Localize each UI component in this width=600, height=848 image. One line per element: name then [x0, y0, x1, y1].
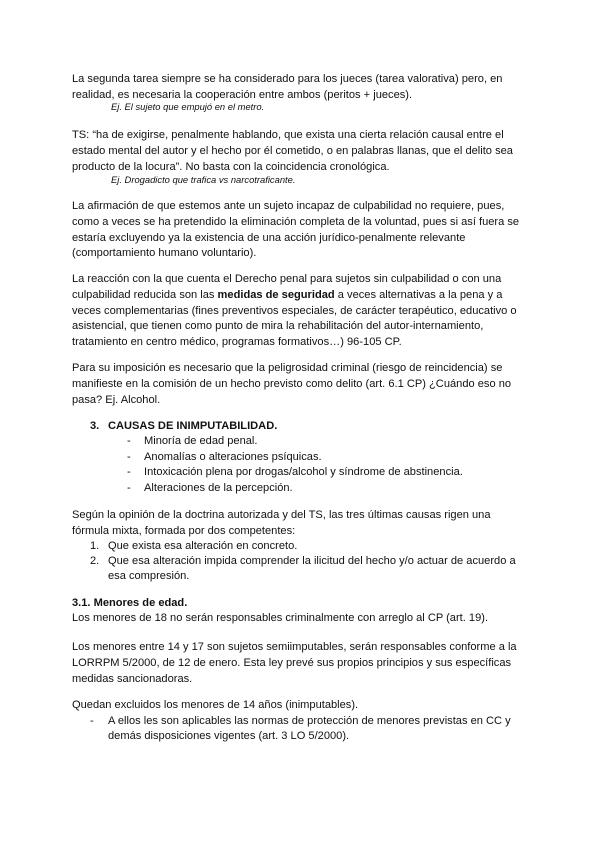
numbered-item: 2. Que esa alteración impida comprender la ilicitud del hecho y/o actuar de acuerdo a	[90, 554, 516, 570]
text-line: (comportamiento humano voluntario).	[72, 247, 257, 260]
bold-term: medidas de seguridad	[217, 288, 335, 301]
paragraph-minors-under-14	[72, 698, 532, 714]
item-number: 2.	[90, 555, 100, 567]
paragraph-imposition	[72, 361, 532, 408]
list-item: - Anomalías o alteraciones psíquicas.	[127, 450, 322, 466]
paragraph-second-task	[72, 72, 532, 104]
text-line: Los menores entre 14 y 17 son sujetos semiimputables, serán responsables conforme a la	[72, 641, 517, 653]
text-line: producto de la locura”. No basta con la coincidencia cronológica.	[72, 160, 390, 173]
paragraph-security-measures	[72, 272, 532, 351]
text-line: LORRPM 5/2000, de 12 de enero. Esta ley prevé sus propios principios y sus específicas	[72, 656, 512, 669]
section-title: CAUSAS DE INIMPUTABILIDAD.	[108, 420, 278, 432]
text-line: como a veces se ha pretendido la eliminación completa de la voluntad, pues si así fuera se	[72, 215, 520, 228]
text-line: veces complementarias (fines preventivos especiales, de carácter terapéutico, educativo o	[72, 304, 517, 317]
list-item: - Intoxicación plena por drogas/alcohol y síndrome de abstinencia.	[127, 465, 463, 481]
paragraph-ts-quote	[72, 128, 532, 175]
text-line: Quedan excluidos los menores de 14 años (inimputables).	[72, 699, 359, 711]
text-line: La reacción con la que cuenta el Derecho penal para sujetos sin culpabilidad o con una	[72, 273, 502, 285]
text-line: Para su imposición es necesario que la peligrosidad criminal (riesgo de reincidencia) se	[72, 362, 503, 374]
text-line: TS: “ha de exigirse, penalmente hablando, que exista una cierta relación causal entre el	[72, 129, 504, 141]
text-line: Los menores de 18 no serán responsables criminalmente con arreglo al CP (art. 19).	[72, 612, 489, 624]
paragraph-incapacity	[72, 199, 532, 262]
subsection-heading: 3.1. Menores de edad.	[72, 597, 188, 609]
section-number: 3.	[90, 420, 100, 432]
text-line: estaría excluyendo ya la existencia de una acción jurídico-penalmente relevante	[72, 231, 466, 244]
item-number: 1.	[90, 540, 100, 552]
numbered-item: 1. Que exista esa alteración en concreto.	[90, 539, 297, 555]
text-line: Según la opinión de la doctrina autorizada y del TS, las tres últimas causas rigen una	[72, 509, 491, 521]
text-line: La afirmación de que estemos ante un sujeto incapaz de culpabilidad no requiere, pues,	[72, 200, 505, 212]
section-heading	[90, 419, 277, 435]
paragraph-minors-14-17	[72, 640, 532, 687]
dash-marker: -	[90, 715, 94, 727]
text-line: culpabilidad reducida son las medidas de seguridad a veces alternativas a la pena y a	[72, 288, 503, 301]
text-line: asistencial, que tienen como punto de mira la rehabilitación del autor-internamiento,	[72, 320, 484, 333]
list-item: - Minoría de edad penal.	[127, 434, 257, 450]
list-item: - Alteraciones de la percepción.	[127, 481, 293, 497]
text-line: medidas sancionadoras.	[72, 672, 193, 685]
text-line: pasa? Ej. Alcohol.	[72, 393, 161, 406]
numbered-item-continuation: esa compresión.	[108, 570, 190, 582]
list-item: - A ellos les son aplicables las normas de protección de menores previstas en CC y	[90, 714, 511, 730]
dash-marker: -	[127, 466, 131, 478]
text-line: realidad, es necesaria la cooperación entre ambos (peritos + jueces).	[72, 88, 413, 101]
dash-marker: -	[127, 435, 131, 447]
paragraph-doctrine	[72, 508, 532, 540]
text-line: manifieste en la comisión de un hecho previsto como delito (art. 6.1 CP) ¿Cuándo eso no	[72, 377, 512, 390]
dash-marker: -	[127, 451, 131, 463]
paragraph-minors-18	[72, 611, 532, 627]
example-line: Ej. Drogadicto que trafica vs narcotraficante.	[111, 174, 296, 185]
text-line: La segunda tarea siempre se ha considerado para los jueces (tarea valorativa) pero, en	[72, 73, 503, 85]
text-line: fórmula mixta, formada por dos competentes:	[72, 524, 296, 537]
example-line: Ej. El sujeto que empujó en el metro.	[111, 101, 265, 112]
text-line: estado mental del autor y el hecho por él cometido, o en palabras llanas, que el delito sea	[72, 144, 513, 157]
dash-marker: -	[127, 482, 131, 494]
text-line: tratamiento en centro médico, programas formativos…) 96-105 CP.	[72, 336, 402, 349]
list-item-continuation: demás disposiciones vigentes (art. 3 LO 5/2000).	[108, 730, 350, 742]
